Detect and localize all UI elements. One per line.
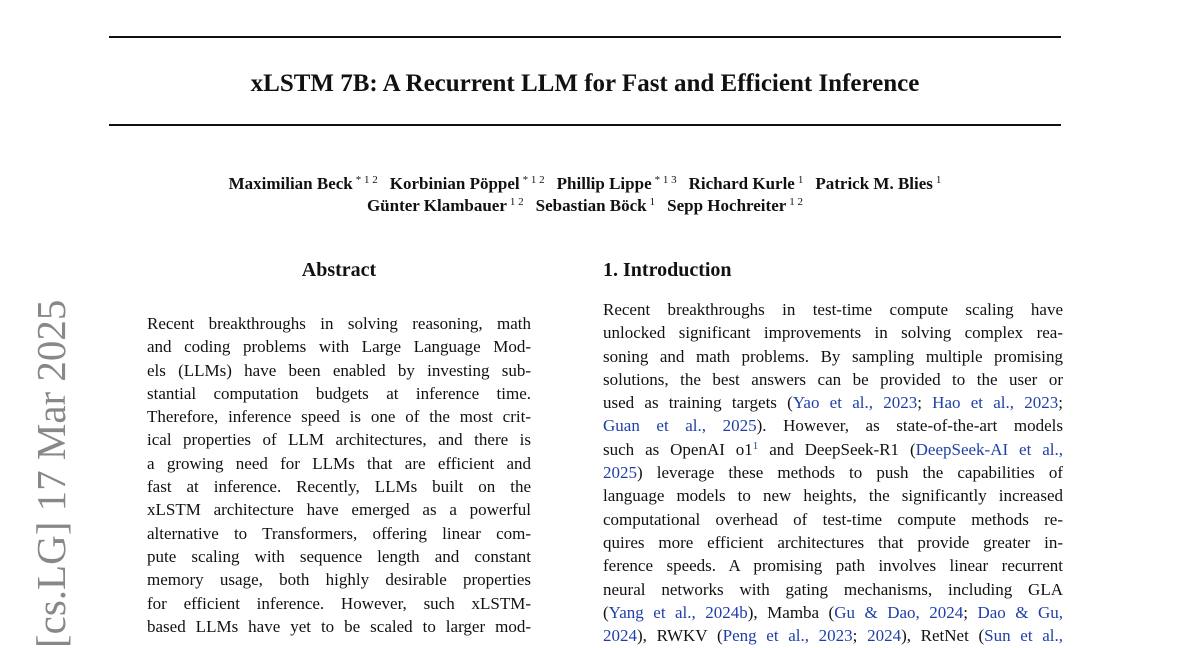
abstract-line: Recent breakthroughs in solving reasoning, math [147, 314, 531, 333]
introduction-text-run: ; [852, 626, 868, 646]
introduction-text-run: and DeepSeek-R1 ( [758, 439, 916, 459]
introduction-line [603, 578, 1063, 601]
introduction-text-run: ), RWKV ( [637, 626, 723, 646]
introduction-text-run: used as training targets ( [603, 393, 793, 413]
introduction-line [603, 368, 1063, 391]
citation-link[interactable]: Sun et al., [984, 626, 1063, 646]
author-affiliation: * 1 2 [522, 174, 545, 186]
author-affiliation: 1 [649, 196, 656, 208]
introduction-text-run: ). However, as state-of-the-art models [756, 416, 1063, 436]
introduction-text-run: Recent breakthroughs in test-time compute scaling have [603, 300, 1063, 319]
abstract-line: alternative to Transformers, offering linear com- [147, 523, 531, 543]
abstract-line: ical properties of LLM architectures, and there is [147, 430, 531, 450]
introduction-line [603, 531, 1063, 554]
abstract-line: a growing need for LLMs that are efficient and [147, 453, 531, 473]
introduction-text-run: solutions, the best answers can be provided to the user or [603, 369, 1063, 389]
citation-link[interactable]: 2025 [603, 463, 637, 483]
abstract-line: els (LLMs) have been enabled by investing sub- [147, 360, 531, 380]
footnote-marker[interactable]: 1 [752, 439, 759, 452]
author-affiliation: * 1 3 [654, 174, 677, 186]
introduction-line [603, 391, 1063, 414]
introduction-text-run: ( [603, 602, 609, 622]
introduction-line [603, 624, 1063, 647]
introduction-text-run: quires more efficient architectures that provide greater in- [603, 532, 1063, 552]
introduction-line [603, 438, 1063, 461]
introduction-text-run: soning and math problems. By sampling multiple promising [603, 346, 1063, 366]
author-name: Maximilian Beck [228, 174, 353, 193]
citation-link[interactable]: Yang et al., 2024b [608, 602, 748, 622]
citation-link[interactable]: Guan et al., 2025 [603, 416, 757, 436]
introduction-line [603, 554, 1063, 577]
author-name: Korbinian Pöppel [389, 174, 520, 193]
citation-link[interactable]: 2024 [603, 626, 637, 646]
introduction-text-run: ), Mamba ( [747, 602, 835, 622]
abstract-text [147, 312, 531, 638]
abstract-line: and coding problems with Large Language Mod- [147, 337, 531, 357]
author-name: Günter Klambauer [366, 196, 507, 215]
citation-link[interactable]: 2024 [867, 626, 902, 646]
title-rule-bottom [109, 124, 1061, 126]
introduction-text-run: ; [963, 602, 978, 622]
introduction-column [603, 256, 1063, 647]
introduction-line [603, 461, 1063, 484]
citation-link[interactable]: Dao & Gu, [977, 602, 1063, 622]
author-affiliation: 1 2 [789, 196, 804, 208]
author-list-line-2 [109, 191, 1061, 217]
author [367, 196, 524, 215]
author-affiliation: 1 [797, 174, 804, 186]
citation-link[interactable]: Hao et al., 2023 [932, 393, 1059, 413]
citation-link[interactable]: Yao et al., 2023 [792, 393, 918, 413]
author-name: Patrick M. Blies [815, 174, 933, 193]
introduction-heading: 1. Introduction [603, 259, 732, 281]
citation-link[interactable]: Gu & Dao, 2024 [834, 602, 964, 622]
author [536, 196, 656, 215]
introduction-text-run: neural networks with gating mechanisms, including GLA [603, 579, 1063, 599]
author-name: Phillip Lippe [556, 174, 652, 193]
abstract-heading: Abstract [301, 259, 377, 281]
title-rule-top [109, 36, 1061, 38]
author-affiliation: 1 [935, 174, 942, 186]
introduction-text-run: unlocked significant improvements in solving complex rea- [603, 323, 1063, 343]
introduction-text-run: ference speeds. A promising path involves linear recurrent [603, 556, 1063, 576]
abstract-line: xLSTM architecture have emerged as a powerful [147, 500, 531, 520]
abstract-line: pute scaling with sequence length and constant [147, 546, 531, 566]
abstract-line: based LLMs have yet to be scaled to larger mod- [147, 616, 531, 636]
introduction-text-run: language models to new heights, the significantly increased [603, 486, 1063, 506]
abstract-line: fast at inference. Recently, LLMs built on the [147, 477, 531, 497]
abstract-column [147, 256, 531, 638]
introduction-text-run: ) leverage these methods to push the capabilities of [637, 463, 1063, 483]
introduction-text-run: ), RetNet ( [901, 626, 985, 646]
introduction-line [603, 484, 1063, 507]
author-name: Sebastian Böck [535, 196, 647, 215]
author-affiliation: 1 2 [509, 196, 524, 208]
introduction-line [603, 508, 1063, 531]
introduction-line [603, 601, 1063, 624]
introduction-text-run: computational overhead of test-time compute methods re- [603, 509, 1063, 529]
introduction-text-run: such as OpenAI o1 [603, 439, 753, 459]
author-name: Sepp Hochreiter [667, 196, 787, 215]
author [667, 196, 803, 215]
introduction-line [603, 345, 1063, 368]
abstract-line: stantial computation budgets at inference time. [147, 383, 531, 403]
introduction-line [603, 298, 1063, 321]
arxiv-stamp: [cs.LG] 17 Mar 2025 [28, 299, 74, 648]
abstract-line: Therefore, inference speed is one of the most crit- [147, 407, 531, 427]
introduction-line [603, 414, 1063, 437]
introduction-text [603, 298, 1063, 647]
introduction-text-run: ; [1058, 393, 1063, 413]
abstract-line: memory usage, both highly desirable properties [147, 570, 531, 590]
introduction-text-run: ; [917, 393, 933, 413]
paper-title: xLSTM 7B: A Recurrent LLM for Fast and Efficient Inference [250, 70, 920, 97]
citation-link[interactable]: Peng et al., 2023 [722, 626, 853, 646]
abstract-line: for efficient inference. However, such xLSTM- [147, 593, 531, 613]
introduction-line [603, 321, 1063, 344]
author-affiliation: * 1 2 [355, 174, 378, 186]
citation-link[interactable]: DeepSeek-AI et al., [915, 439, 1063, 459]
author-name: Richard Kurle [688, 174, 795, 193]
